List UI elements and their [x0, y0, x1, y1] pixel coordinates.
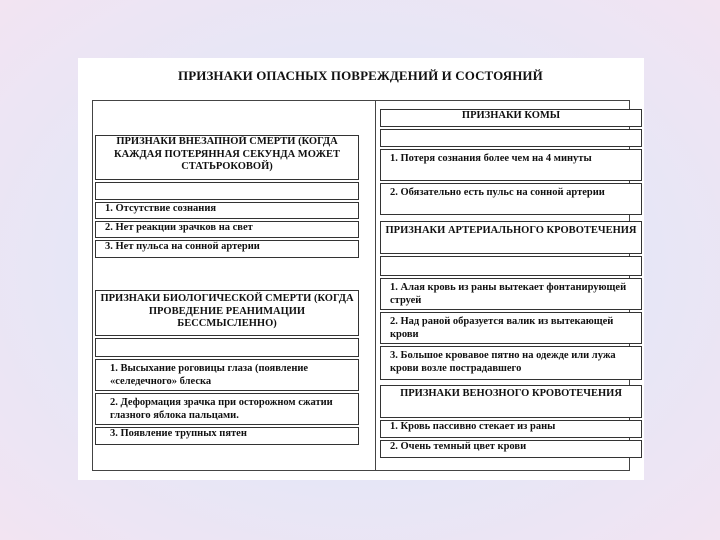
sudden-death-item-1: 1. Отсутствие сознания — [95, 202, 359, 219]
venous-item-2: 2. Очень темный цвет крови — [380, 440, 642, 458]
coma-item-2: 2. Обязательно есть пульс на сонной артерии — [380, 183, 642, 215]
biological-death-item-2: 2. Деформация зрачка при осторожном сжатии глазного яблока пальцами. — [95, 393, 359, 425]
biological-death-item-1: 1. Высыхание роговицы глаза (появление «селедечного» блеска — [95, 359, 359, 391]
biological-death-spacer — [95, 338, 359, 357]
arterial-header: ПРИЗНАКИ АРТЕРИАЛЬНОГО КРОВОТЕЧЕНИЯ — [380, 221, 642, 254]
arterial-item-1: 1. Алая кровь из раны вытекает фонтанирующей струей — [380, 278, 642, 310]
sudden-death-header: ПРИЗНАКИ ВНЕЗАПНОЙ СМЕРТИ (КОГДА КАЖДАЯ ПОТЕРЯННАЯ СЕКУНДА МОЖЕТ СТАТЬРОКОВОЙ) — [95, 135, 359, 180]
arterial-spacer — [380, 256, 642, 276]
arterial-item-3: 3. Большое кровавое пятно на одежде или лужа крови возле пострадавшего — [380, 346, 642, 380]
arterial-item-2: 2. Над раной образуется валик из вытекающей крови — [380, 312, 642, 344]
sudden-death-item-2: 2. Нет реакции зрачков на свет — [95, 221, 359, 238]
biological-death-item-3: 3. Появление трупных пятен — [95, 427, 359, 445]
table-frame — [92, 100, 637, 471]
page-title: ПРИЗНАКИ ОПАСНЫХ ПОВРЕЖДЕНИЙ И СОСТОЯНИЙ — [178, 68, 543, 83]
coma-spacer — [380, 129, 642, 147]
venous-header: ПРИЗНАКИ ВЕНОЗНОГО КРОВОТЕЧЕНИЯ — [380, 385, 642, 418]
venous-item-1: 1. Кровь пассивно стекает из раны — [380, 420, 642, 438]
coma-item-1: 1. Потеря сознания более чем на 4 минуты — [380, 149, 642, 181]
column-divider — [375, 101, 376, 470]
sudden-death-spacer — [95, 182, 359, 200]
sudden-death-item-3: 3. Нет пульса на сонной артерии — [95, 240, 359, 258]
biological-death-header: ПРИЗНАКИ БИОЛОГИЧЕСКОЙ СМЕРТИ (КОГДА ПРОВЕДЕНИЕ РЕАНИМАЦИИ БЕССМЫСЛЕННО) — [95, 290, 359, 336]
coma-header: ПРИЗНАКИ КОМЫ — [380, 109, 642, 127]
slide — [78, 58, 644, 480]
